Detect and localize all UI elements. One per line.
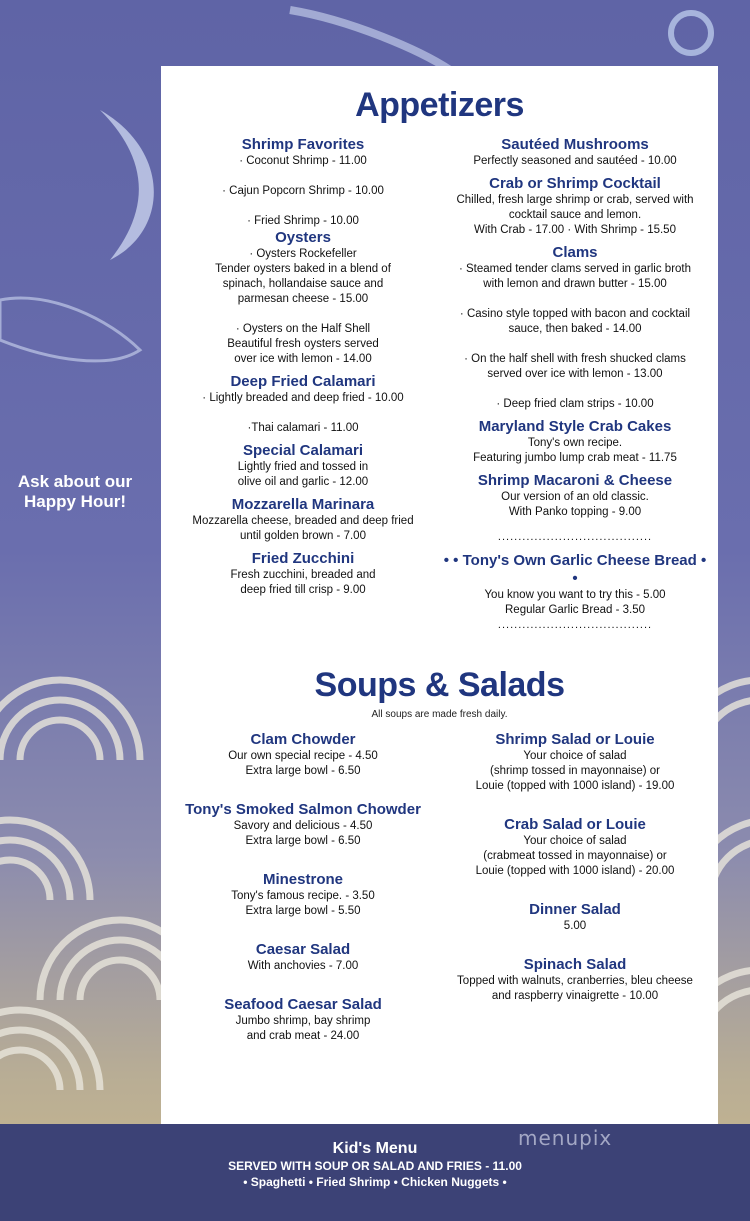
menu-item-name: Fried Zucchini <box>251 550 355 567</box>
menu-item-description <box>168 307 438 322</box>
kids-menu-footer <box>0 1124 750 1221</box>
menu-item <box>168 731 438 779</box>
menu-item-name: Maryland Style Crab Cakes <box>478 418 672 435</box>
menu-item-description: Beautiful fresh oysters served <box>227 338 379 350</box>
menu-item-description: You know you want to try this - 5.00 <box>484 589 666 601</box>
menu-item <box>168 442 438 490</box>
menu-item-description: Chilled, fresh large shrimp or crab, served with <box>456 194 694 206</box>
menu-item-description: served over ice with lemon - 13.00 <box>487 368 663 380</box>
dotted-separator: ...................................... <box>497 619 653 631</box>
menu-item-description: until golden brown - 7.00 <box>240 530 366 542</box>
menu-item-description: sauce, then baked - 14.00 <box>508 323 642 335</box>
happy-hour-note <box>10 472 140 512</box>
menu-item-name: Spinach Salad <box>523 956 627 973</box>
menu-item <box>168 996 438 1044</box>
menu-item-description: and crab meat - 24.00 <box>246 1030 360 1042</box>
menu-item-description: Featuring jumbo lump crab meat - 11.75 <box>473 452 677 464</box>
menu-item-description: Jumbo shrimp, bay shrimp <box>235 1015 371 1027</box>
menu-item-description: Extra large bowl - 5.50 <box>245 905 361 917</box>
menu-item-description: Tender oysters baked in a blend of <box>215 263 391 275</box>
menu-item-description: and raspberry vinaigrette - 10.00 <box>491 990 659 1002</box>
menu-item-description: With Panko topping - 9.00 <box>508 506 642 518</box>
menu-item-description: Extra large bowl - 6.50 <box>245 835 361 847</box>
menu-item-description: olive oil and garlic - 12.00 <box>237 476 369 488</box>
menu-item-description: Your choice of salad <box>523 750 627 762</box>
menu-item <box>168 801 438 849</box>
happy-hour-line-1: Ask about our <box>17 472 133 491</box>
menu-item <box>168 373 438 436</box>
kids-menu-line-1: SERVED WITH SOUP OR SALAD AND FRIES - 11.00 <box>228 1159 522 1173</box>
garlic-bread-special <box>440 552 710 618</box>
menu-item-name: • • Tony's Own Garlic Cheese Bread • • <box>443 552 707 587</box>
menu-item-description: Your choice of salad <box>523 835 627 847</box>
menu-item-description: Savory and delicious - 4.50 <box>233 820 373 832</box>
appetizers-title: Appetizers <box>355 86 524 124</box>
menu-item-description: Louie (topped with 1000 island) - 20.00 <box>475 865 675 877</box>
menu-item-name: Minestrone <box>262 871 343 888</box>
menu-item-name: Tony's Smoked Salmon Chowder <box>185 801 421 818</box>
menu-item-description: Tony's famous recipe. - 3.50 <box>231 890 375 902</box>
menu-item-description: Our version of an old classic. <box>501 491 649 503</box>
menu-item-description: · Lightly breaded and deep fried - 10.00 <box>202 392 404 404</box>
menu-item-name: Dinner Salad <box>529 901 621 918</box>
menu-item-description: spinach, hollandaise sauce and <box>222 278 384 290</box>
menu-item-description: · Steamed tender clams served in garlic broth <box>458 263 692 275</box>
menu-item-name: Shrimp Macaroni & Cheese <box>477 472 673 489</box>
menu-item-description: over ice with lemon - 14.00 <box>234 353 372 365</box>
menu-item-name: Special Calamari <box>242 442 364 459</box>
menu-item <box>168 136 438 229</box>
menu-item-name: Deep Fried Calamari <box>230 373 376 390</box>
menu-item-description: Fresh zucchini, breaded and <box>230 569 376 581</box>
menu-item-name: Oysters <box>275 229 331 246</box>
menu-item-description: With anchovies - 7.00 <box>247 960 359 972</box>
kids-menu-title: Kid's Menu <box>332 1140 418 1157</box>
menu-item <box>440 956 710 1004</box>
menu-item-name: Sautéed Mushrooms <box>501 136 649 153</box>
menu-item <box>440 136 710 169</box>
appetizers-right-column <box>440 136 710 632</box>
menu-item-description: Extra large bowl - 6.50 <box>245 765 361 777</box>
menu-item-description: ·Thai calamari - 11.00 <box>247 422 359 434</box>
menu-item-description: Lightly fried and tossed in <box>237 461 369 473</box>
menu-item <box>168 941 438 974</box>
menu-item <box>440 418 710 466</box>
menu-item-name: Caesar Salad <box>255 941 351 958</box>
menu-item-description: (crabmeat tossed in mayonnaise) or <box>483 850 667 862</box>
menu-item-description: · Oysters on the Half Shell <box>235 323 371 335</box>
dotted-separator: ...................................... <box>497 531 653 543</box>
menu-item-name: Seafood Caesar Salad <box>224 996 382 1013</box>
menu-item-name: Shrimp Salad or Louie <box>495 731 655 748</box>
kids-menu-line-2: • Spaghetti • Fried Shrimp • Chicken Nuggets • <box>243 1175 507 1189</box>
menu-item-description: 5.00 <box>563 920 587 932</box>
menu-item-description <box>168 199 438 214</box>
menu-item-name: Shrimp Favorites <box>241 136 365 153</box>
menu-item-description: with lemon and drawn butter - 15.00 <box>483 278 667 290</box>
menu-item <box>440 175 710 238</box>
watermark-logo: menupix <box>518 1126 613 1150</box>
soups-salads-title: Soups & Salads <box>314 666 565 704</box>
menu-item-description: Mozzarella cheese, breaded and deep fried <box>192 515 414 527</box>
menu-item-name: Clam Chowder <box>250 731 356 748</box>
menu-item-description: · Fried Shrimp - 10.00 <box>247 215 359 227</box>
happy-hour-line-2: Happy Hour! <box>24 492 126 511</box>
menu-item-description <box>440 292 710 307</box>
menu-item-description <box>440 337 710 352</box>
appetizers-left-column <box>168 136 438 598</box>
soups-left-column <box>168 731 438 1044</box>
menu-item-description: · Cajun Popcorn Shrimp - 10.00 <box>222 185 384 197</box>
menu-item-description: With Crab - 17.00 · With Shrimp - 15.50 <box>474 224 676 236</box>
menu-item-name: Crab or Shrimp Cocktail <box>489 175 661 192</box>
menu-item-name: Mozzarella Marinara <box>231 496 375 513</box>
menu-item-name: Crab Salad or Louie <box>504 816 646 833</box>
menu-item-description: Topped with walnuts, cranberries, bleu cheese <box>457 975 693 987</box>
menu-item-description: (shrimp tossed in mayonnaise) or <box>489 765 660 777</box>
menu-item-description: Our own special recipe - 4.50 <box>228 750 378 762</box>
menu-item-description: · Oysters Rockefeller <box>249 248 357 260</box>
menu-item <box>440 731 710 794</box>
menu-item-description <box>168 406 438 421</box>
menu-item-description: Tony's own recipe. <box>527 437 623 449</box>
menu-item-description: parmesan cheese - 15.00 <box>237 293 369 305</box>
menu-item-description: · Casino style topped with bacon and cocktail <box>459 308 691 320</box>
soups-right-column <box>440 731 710 1004</box>
soups-note: All soups are made fresh daily. <box>371 709 508 720</box>
menu-item-description: · Deep fried clam strips - 10.00 <box>496 398 654 410</box>
menu-item <box>168 496 438 544</box>
menu-item <box>440 816 710 879</box>
menu-item-description: Perfectly seasoned and sautéed - 10.00 <box>473 155 677 167</box>
menu-item-description: · On the half shell with fresh shucked clams <box>464 353 686 365</box>
menu-item-description: Regular Garlic Bread - 3.50 <box>505 604 645 616</box>
menu-item-name: Clams <box>552 244 598 261</box>
menu-item <box>440 901 710 934</box>
menu-item <box>168 871 438 919</box>
menu-item-description <box>440 382 710 397</box>
menu-item-description: · Coconut Shrimp - 11.00 <box>239 155 367 167</box>
menu-item <box>440 244 710 412</box>
menu-item <box>440 472 710 520</box>
menu-item-description <box>168 169 438 184</box>
menu-item-description: deep fried till crisp - 9.00 <box>240 584 366 596</box>
menu-item-description: Louie (topped with 1000 island) - 19.00 <box>475 780 675 792</box>
menu-item <box>168 229 438 367</box>
menu-item-description: cocktail sauce and lemon. <box>508 209 642 221</box>
menu-item <box>168 550 438 598</box>
